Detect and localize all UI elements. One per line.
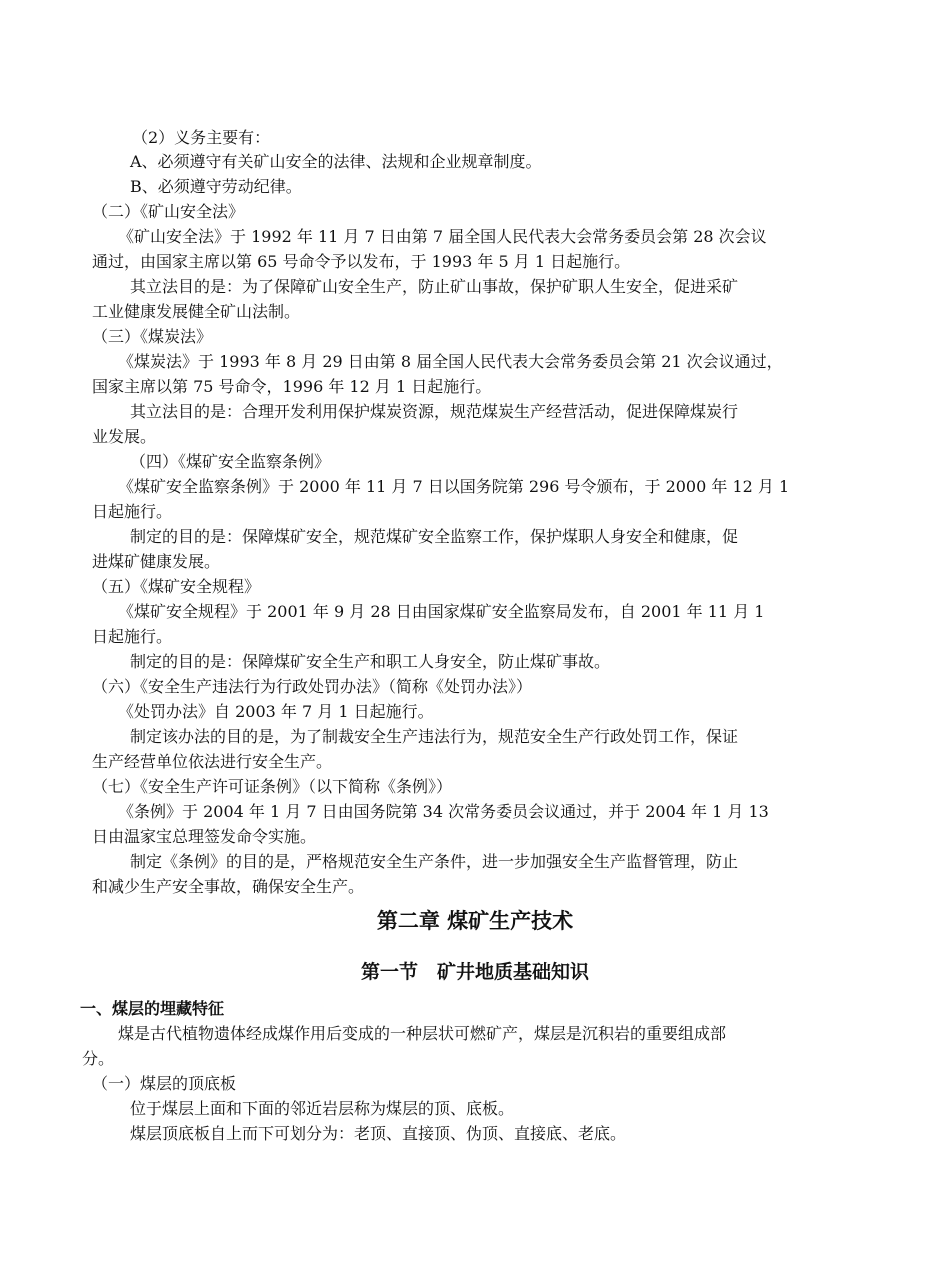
paragraph-line: 通过，由国家主席以第 65 号命令予以发布，于 1993 年 5 月 1 日起施行。 [92,252,631,271]
subheading: （七）《安全生产许可证条例》（以下简称《条例》） [92,777,453,796]
paragraph-line: B、必须遵守劳动纪律。 [130,177,302,196]
topic-heading: 一、煤层的埋藏特征 [80,999,225,1018]
subheading: （三）《煤炭法》 [92,327,213,346]
paragraph-line: 其立法目的是：合理开发利用保护煤炭资源，规范煤炭生产经营活动，促进保障煤炭行 [130,402,739,421]
paragraph-line: 位于煤层上面和下面的邻近岩层称为煤层的顶、底板。 [130,1099,515,1118]
paragraph-line: 制定的目的是：保障煤矿安全，规范煤矿安全监察工作，保护煤职人身安全和健康，促 [130,527,739,546]
paragraph-line: 制定该办法的目的是，为了制裁安全生产违法行为，规范安全生产行政处罚工作，保证 [130,727,739,746]
subheading: （二）《矿山安全法》 [92,202,245,221]
paragraph-line: 业发展。 [92,427,157,446]
subheading: （五）《煤矿安全规程》 [92,577,261,596]
paragraph-line: 煤层顶底板自上而下可划分为：老顶、直接顶、伪顶、直接底、老底。 [130,1124,627,1143]
chapter-title: 第二章 煤矿生产技术 [376,909,574,933]
paragraph-line: 其立法目的是：为了保障矿山安全生产，防止矿山事故，保护矿职人生安全，促进采矿 [130,277,739,296]
paragraph-line: 生产经营单位依法进行安全生产。 [92,752,333,771]
paragraph-line: 制定《条例》的目的是，严格规范安全生产条件，进一步加强安全生产监督管理，防止 [130,852,739,871]
subheading: （六）《安全生产违法行为行政处罚办法》（简称《处罚办法》） [92,677,533,696]
paragraph-line: 《矿山安全法》于 1992 年 11 月 7 日由第 7 届全国人民代表大会常务委员会第 28 次会议 [118,227,767,246]
paragraph-line: （2）义务主要有： [132,128,271,147]
paragraph-line: 国家主席以第 75 号命令，1996 年 12 月 1 日起施行。 [92,377,492,396]
paragraph-line: 制定的目的是：保障煤矿安全生产和职工人身安全，防止煤矿事故。 [130,652,611,671]
paragraph-line: A、必须遵守有关矿山安全的法律、法规和企业规章制度。 [130,152,542,171]
section-title: 第一节 矿井地质基础知识 [360,961,589,983]
paragraph-line: 分。 [82,1049,115,1068]
paragraph-line: 煤是古代植物遗体经成煤作用后变成的一种层状可燃矿产，煤层是沉积岩的重要组成部 [118,1024,727,1043]
paragraph-line: 《处罚办法》自 2003 年 7 月 1 日起施行。 [118,702,434,721]
paragraph-line: 日起施行。 [92,627,173,646]
paragraph-line: 《煤矿安全规程》于 2001 年 9 月 28 日由国家煤矿安全监察局发布，自 2001 年 11 月 1 [118,602,765,621]
paragraph-line: 日由温家宝总理签发命令实施。 [92,827,317,846]
subheading: （四）《煤矿安全监察条例》 [130,452,331,471]
paragraph-line: 工业健康发展健全矿山法制。 [92,302,301,321]
paragraph-line: 进煤矿健康发展。 [92,552,221,571]
subheading: （一）煤层的顶底板 [92,1074,237,1093]
paragraph-line: 《煤矿安全监察条例》于 2000 年 11 月 7 日以国务院第 296 号令颁布，于 2000 年 12 月 1 [118,477,790,496]
paragraph-line: 日起施行。 [92,502,173,521]
paragraph-line: 和减少生产安全事故，确保安全生产。 [92,877,365,896]
paragraph-line: 《煤炭法》于 1993 年 8 月 29 日由第 8 届全国人民代表大会常务委员会第 21 次会议通过， [118,352,783,371]
paragraph-line: 《条例》于 2004 年 1 月 7 日由国务院第 34 次常务委员会议通过，并于 2004 年 1 月 13 [118,802,769,821]
